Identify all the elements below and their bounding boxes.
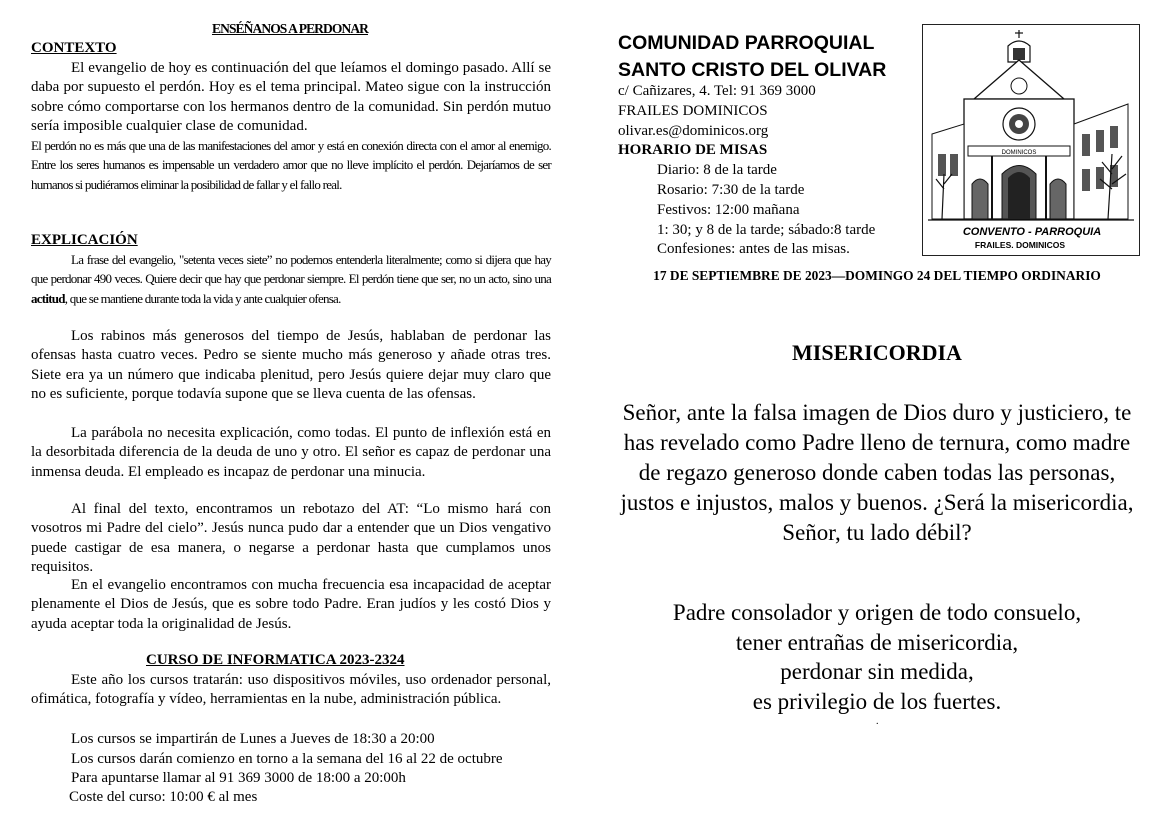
prayer-line-4: es privilegio de los fuertes.	[752, 688, 1002, 714]
date-line: 17 DE SEPTIEMBRE DE 2023—DOMINGO 24 DEL TIEMPO ORDINARIO	[653, 268, 1101, 283]
religious-order: FRAILES DOMINICOS	[618, 102, 768, 119]
bulletin-title: ENSÉÑANOS A PERDONAR	[211, 21, 369, 36]
left-page	[0, 0, 584, 826]
curso-line-cost: Coste del curso: 10:00 € al mes	[69, 789, 258, 805]
actitud-emphasis: actitud	[31, 290, 65, 306]
contexto-heading: CONTEXTO	[31, 40, 117, 56]
drawing-caption-1: CONVENTO - PARROQUIA	[962, 226, 1102, 238]
drawing-caption-2: FRAILES. DOMINICOS	[974, 240, 1066, 250]
prayer-line-1: Padre consolador y origen de todo consuelo,	[672, 600, 1082, 625]
church-sketch-image	[922, 24, 1140, 256]
explicacion-paragraph-2: Los rabinos más generosos del tiempo de Jesús, hablaban de perdonar las ofensas hasta cuatro veces. Pedro se siente mucho más generoso y añade otras tres. Siete era ya un número que indicaba plenitud, pero Jesús quiere dejar muy claro que no es suficiente, porque todavía supone que se lleva cuenta de las ofensas.	[31, 328, 551, 403]
horario-confesiones: Confesiones: antes de las misas.	[657, 241, 850, 258]
horario-rosario: Rosario: 7:30 de la tarde	[657, 181, 805, 198]
contexto-paragraph-2: El perdón no es más que una de las manifestaciones del amor y está en conexión directa con el amor al enemigo. Entre los seres humanos es impensable un verdadero amor que no lleve implícito el perdón. Dejaríamos de ser humanos si pudiéramos eliminar la posibilidad de fallar y el fallo real.	[31, 138, 551, 192]
horario-tarde: 1: 30; y 8 de la tarde; sábado:8 tarde	[657, 221, 876, 238]
explicacion-heading: EXPLICACIÓN	[31, 232, 138, 248]
horario-heading: HORARIO DE MISAS	[618, 142, 768, 159]
drawing-band-text: DOMINICOS	[1001, 150, 1037, 156]
parish-name-line-2: SANTO CRISTO DEL OLIVAR	[618, 59, 887, 81]
explicacion-paragraph-1: La frase del evangelio, "setenta veces siete” no podemos entenderla literalmente; como si dijera que hay que perdonar 490 veces. Quiere decir que hay que perdonar siempre. El perdón tiene que ser, no un acto, sino una actitud, que se mantiene durante toda la vida y ante cualquier ofensa.	[31, 252, 551, 306]
curso-line-signup: Para apuntarse llamar al 91 369 3000 de 18:00 a 20:00h	[71, 770, 406, 786]
church-drawing	[922, 24, 1140, 256]
parish-name	[618, 30, 886, 84]
explicacion-paragraph-5: En el evangelio encontramos con mucha frecuencia esa incapacidad de aceptar plenamente el Dios de Jesús, que es sobre todo Padre. Eran judíos y les costó Dios y ayuda aceptar toda la originalidad de Jesús.	[31, 577, 551, 632]
misericordia-heading: MISERICORDIA	[792, 340, 962, 365]
prayer-line-3: perdonar sin medida,	[780, 659, 974, 684]
contexto-paragraph-1: El evangelio de hoy es continuación del que leíamos el domingo pasado. Allí se daba por supuesto el perdón. Hoy es el tema principal. Mateo sigue con la instrucción sobre cómo comportarse con los hermanos dentro de la comunidad. Sin perdón mutuo sería imposible cualquier clase de comunidad.	[31, 60, 551, 135]
horario-festivos: Festivos: 12:00 mañana	[657, 201, 800, 218]
curso-intro: Este año los cursos tratarán: uso dispositivos móviles, uso ordenador personal, ofimática, fotografía y vídeo, herramientas en la nube, administración pública.	[31, 672, 551, 708]
prayer-paragraph-1: Señor, ante la falsa imagen de Dios duro y justiciero, te has revelado como Padre lleno de ternura, como madre de regazo generoso donde caben todas las personas, justos e injustos, malos y buenos. ¿Será la misericordia, Señor, tu lado débil?	[620, 400, 1134, 545]
address: c/ Cañizares, 4. Tel: 91 369 3000	[618, 83, 816, 99]
horario-diario: Diario: 8 de la tarde	[657, 162, 777, 179]
curso-line-schedule: Los cursos se impartirán de Lunes a Jueves de 18:30 a 20:00	[71, 731, 435, 747]
prayer-paragraph-2	[612, 598, 1142, 716]
explicacion-paragraph-3: La parábola no necesita explicación, como todas. El punto de inflexión está en la desorbitada diferencia de la deuda de uno y otro. El señor es capaz de perdonar una inmensa deuda. El empleado es incapaz de perdonar una minucia.	[31, 425, 551, 480]
footer-dot: .	[876, 716, 879, 727]
explicacion-paragraph-4: Al final del texto, encontramos un rebotazo del AT: “Lo mismo hará con vosotros mi Padre del cielo”. Jesús nunca pudo dar a entender que un Dios vengativo puede castigar de esa manera, o negarse a perdonar hasta que cumplamos unos requisitos.	[31, 501, 551, 576]
prayer-line-2: tener entrañas de misericordia,	[735, 629, 1019, 655]
curso-heading: CURSO DE INFORMATICA 2023-2324	[146, 652, 405, 668]
email: olivar.es@dominicos.org	[618, 122, 769, 139]
curso-line-start: Los cursos darán comienzo en torno a la semana del 16 al 22 de octubre	[71, 751, 503, 767]
parish-info	[618, 82, 875, 260]
parish-name-line-1: COMUNIDAD PARROQUIAL	[618, 32, 875, 54]
